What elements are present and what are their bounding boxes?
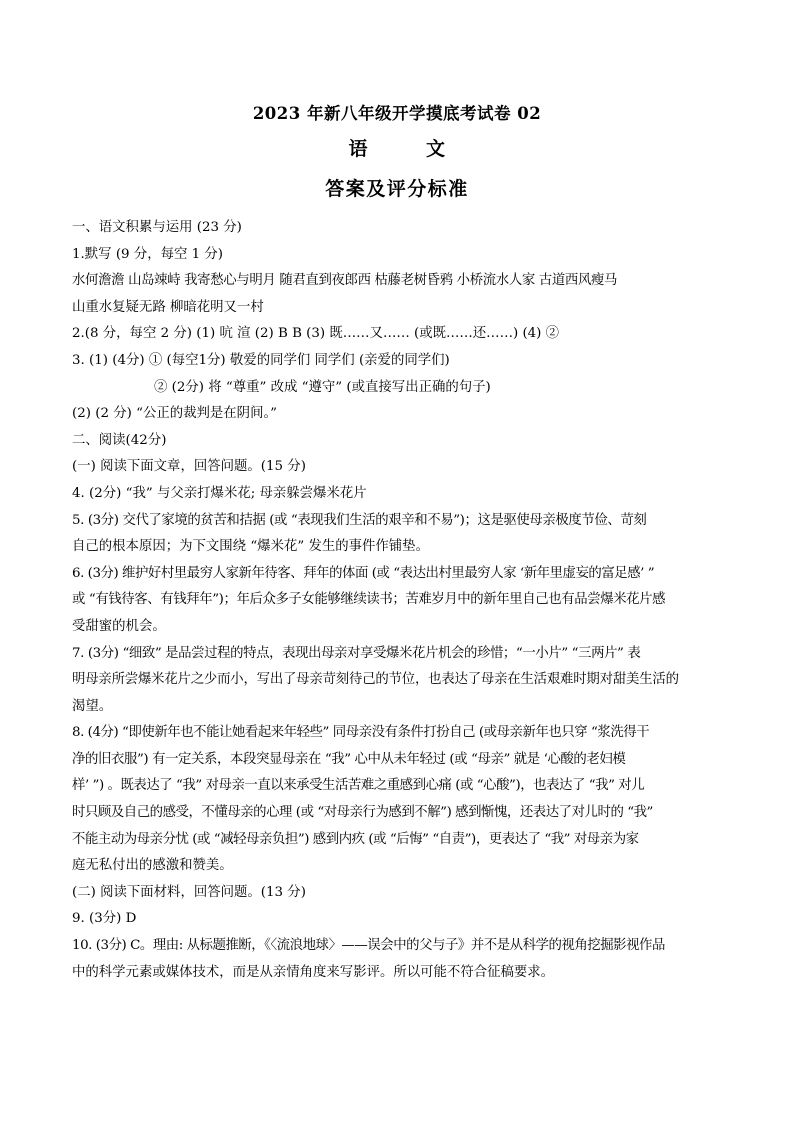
section-heading: 一、语文积累与运用 (23 分) — [72, 220, 242, 235]
answer-line: 10. (3分) C。理由: 从标题推断，《〈流浪地球〉——误会中的父与子》并不是从科学的视角挖掘影视作品 — [72, 938, 665, 954]
subject-char-2: 文 — [426, 138, 446, 160]
answer-line: 明母亲所尝爆米花片之少而小，写出了母亲苛刻待己的节位，也表达了母亲在生活艰难时期对甜美生活的 — [72, 672, 679, 688]
answer-line: ② (2分) 将 “尊重” 改成 “遵守” (或直接写出正确的句子) — [154, 379, 491, 395]
answer-line: 渴望。 — [72, 698, 113, 714]
answer-line: 3. (1) (4分) ① (每空1分) 敬爱的同学们 同学们 (亲爱的同学们) — [72, 352, 450, 368]
answer-line: 时只顾及自己的感受，不懂母亲的心理 (或 “对母亲行为感到不解”) 感到惭愧，还表达了对儿时的 “我” — [72, 805, 653, 821]
answer-line: 2.(8 分，每空 2 分) (1) 吭 渲 (2) B B (3) 既……又…… (或既……还……) (4) ② — [72, 326, 560, 342]
answer-line: 1.默写 (9 分，每空 1 分) — [72, 246, 224, 262]
answer-line: 9. (3分) D — [72, 911, 137, 927]
exam-title: 2023 年新八年级开学摸底考试卷 02 — [252, 104, 542, 123]
answer-line: 7. (3分) “细致” 是品尝过程的特点，表现出母亲对享受爆米花片机会的珍惜；“一小片” “三两片” 表 — [72, 645, 641, 661]
answer-line: 净的旧衣服”) 有一定关系，本段突显母亲在 “我” 心中从未年轻过 (或 “母亲” 就是 ‘心酸的老妇模 — [72, 751, 626, 767]
answer-line: 4. (2分) “我” 与父亲打爆米花; 母亲躲尝爆米花片 — [72, 485, 367, 501]
subject-char-1: 语 — [348, 138, 368, 160]
subsection-heading: (一) 阅读下面文章，回答问题。(15 分) — [72, 459, 306, 475]
subject-heading — [0, 134, 794, 161]
answer-line: (2) (2 分) “公正的裁判是在阴间。” — [72, 406, 277, 422]
section-heading: 二、阅读(42分) — [72, 432, 167, 448]
answer-line: 自己的根本原因；为下文围绕 “爆米花” 发生的事件作铺垫。 — [72, 539, 429, 555]
answer-line: 水何澹澹 山岛竦峙 我寄愁心与明月 随君直到夜郎西 枯藤老树昏鸦 小桥流水人家 古道西风瘦马 — [72, 273, 618, 289]
answer-body — [72, 215, 752, 986]
subsection-heading: (二) 阅读下面材料，回答问题。(13 分) — [72, 884, 306, 900]
answer-line: 中的科学元素或媒体技术，而是从亲情角度来写影评。所以可能不符合征稿要求。 — [72, 964, 555, 980]
answer-line: 样’ ”) 。既表达了 “我” 对母亲一直以来承受生活苦难之重感到心痛 (或 “心酸”)，也表达了 “我” 对儿 — [72, 778, 645, 794]
answer-line: 受甜蜜的机会。 — [72, 618, 166, 634]
answer-line: 不能主动为母亲分忧 (或 “减轻母亲负担”) 感到内疚 (或 “后悔” “自责”)，更表达了 “我” 对母亲为家 — [72, 831, 639, 847]
answer-line: 6. (3分) 维护好村里最穷人家新年待客、拜年的体面 (或 “表达出村里最穷人家 ‘新年里虚妄的富足感’ ” — [72, 565, 655, 581]
answer-line: 或 “有钱待客、有钱拜年”)；年后众多子女能够继续读书；苦难岁月中的新年里自己也有品尝爆米花片感 — [72, 592, 666, 608]
answer-line: 山重水复疑无路 柳暗花明又一村 — [72, 299, 264, 315]
answer-line: 庭无私付出的感激和赞美。 — [72, 858, 233, 874]
answer-line: 8. (4分) “即使新年也不能让她看起来年轻些” 同母亲没有条件打扮自己 (或母亲新年也只穿 “浆洗得干 — [72, 725, 650, 741]
answer-subtitle: 答案及评分标准 — [325, 178, 469, 200]
answer-line: 5. (3分) 交代了家境的贫苦和拮据 (或 “表现我们生活的艰辛和不易”)；这是驱使母亲极度节俭、苛刻 — [72, 512, 647, 528]
